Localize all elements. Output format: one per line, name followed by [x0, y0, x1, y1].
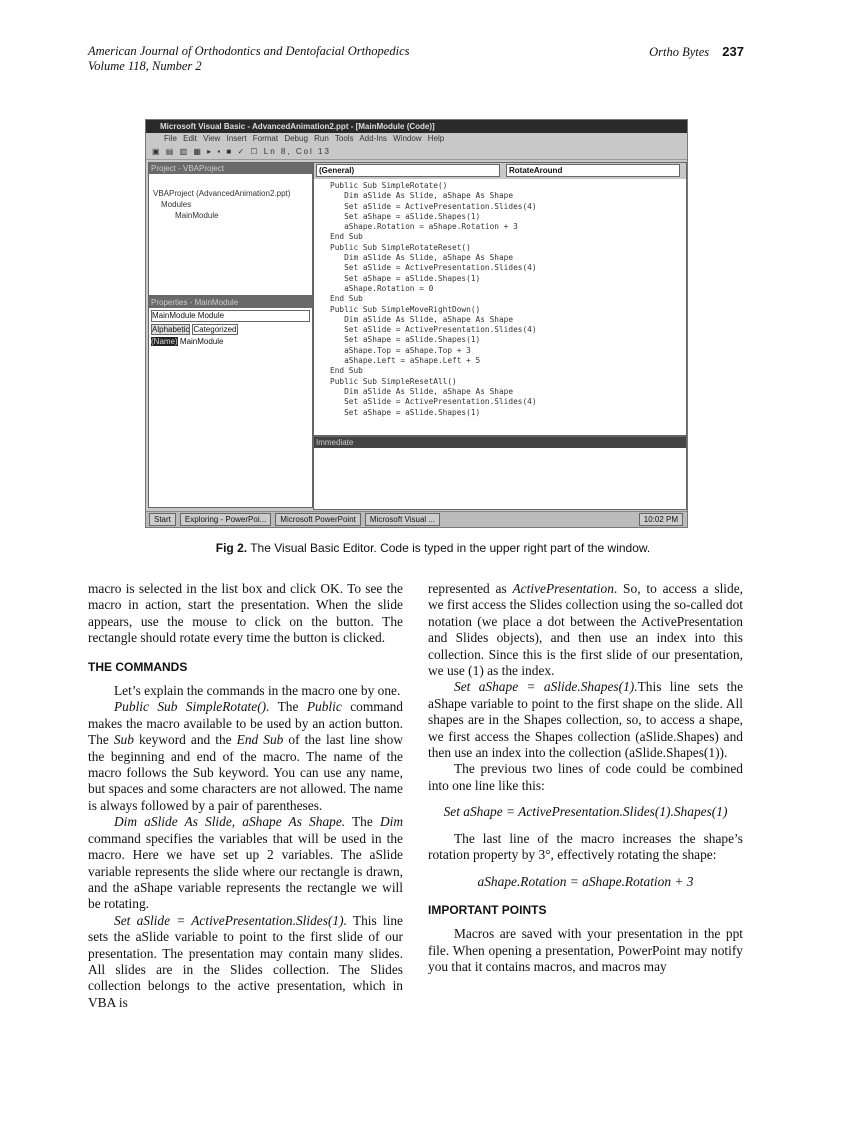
menu-bar: File Edit View Insert Format Debug Run Tools Add-Ins Window Help: [164, 134, 445, 143]
cursor-position: Ln 8, Col 13: [263, 147, 331, 156]
tab-categorized: Categorized: [193, 325, 237, 334]
project-explorer: [148, 162, 313, 296]
text: This line sets the aShape variable to point to the first shape on the slide. All shapes are in the Shapes collection, so, to access a shape, we first access the Shapes collection (aSlide.Shapes) and then use an index into the collection (aSlide.Shapes(1)).: [428, 679, 744, 761]
properties-combo: MainModule Module: [151, 310, 310, 322]
italic-text: Public Sub SimpleRotate().: [114, 699, 270, 715]
section-name: Ortho Bytes: [649, 45, 710, 59]
equation: [428, 804, 743, 820]
section-heading: [88, 659, 403, 675]
page-number: 237: [722, 44, 744, 59]
italic-text: ActivePresentation: [512, 581, 614, 596]
properties-window: [148, 296, 313, 508]
left-column: [88, 581, 403, 1011]
text: The last line of the macro increases the shape’s rotation property by 3°, effectively rotating the shape:: [428, 830, 743, 863]
text: represented as: [428, 581, 513, 596]
properties-title: Properties - MainModule: [149, 297, 312, 308]
italic-text: Public: [306, 699, 342, 715]
italic-text: Set aSlide = ActivePresentation.Slides(1).: [114, 912, 347, 928]
italic-text: Dim aSlide As Slide, aShape As Shape.: [114, 814, 346, 830]
text: This line sets the aSlide variable to point to the first slide of our presentation. The presentation may contain many slides. All slides are in the Slides collection. The Slides collection belongs to the active presentation, which in VBA is: [88, 912, 403, 1010]
code-text: Public Sub SimpleRotate() Dim aSlide As Slide, aShape As Shape Set aSlide = ActivePresentation.Slides(4) Set aShape = aSlide.Shapes(1) aShape.Rotation = aShape.Rotation + 3 End Sub Public Sub SimpleRotateReset() Dim aSlide As Slide, aShape As Shape Set aSlide = ActivePresentation.Slides(4) Set aShape = aSlide.Shapes(1) aShape.Rotation = 0 End Sub Public Sub SimpleMoveRightDown() Dim aSlide As Slide, aShape As Shape Set aSlide = ActivePresentation.Slides(4) Set aShape = aSlide.Shapes(1) aShape.Top = aShape.Top + 3 aShape.Left = aShape.Left + 5 End Sub Public Sub SimpleResetAll() Dim aSlide As Slide, aShape As Shape Set aSlide = ActivePresentation.Slides(4) Set aShape = aSlide.Shapes(1): [330, 181, 537, 417]
text: of the last line show the beginning and end of the macro. The name of the macro follows the Sub keyword. You can use any name, but spaces and some characters are not allowed. The name is always followed by a pair of parentheses.: [88, 732, 403, 813]
paragraph: [428, 679, 743, 761]
paragraph: [428, 831, 743, 864]
paragraph: [88, 913, 403, 1011]
taskbar: [146, 511, 687, 527]
equation: [428, 874, 743, 890]
figure-vb-editor-screenshot: [145, 119, 688, 528]
start-button: Start: [149, 513, 176, 526]
text: IMPORTANT POINTS: [428, 902, 547, 917]
prop-value: MainModule: [179, 337, 224, 346]
text: . So, to access a slide, we first access the Slides collection using the so-called dot notation (we place a dot between the ActivePresentation and Slides objects), and then use an index into this collection. Since this is the first slide of our presentation, we use (1) as the index.: [428, 581, 743, 679]
italic-text: Set aShape = aSlide.Shapes(1).: [454, 679, 638, 695]
text: The: [269, 699, 307, 715]
paragraph: [428, 761, 743, 794]
text: The: [345, 814, 380, 830]
paragraph: [428, 926, 743, 975]
journal-name: American Journal of Orthodontics and Dentofacial Orthopedics: [88, 44, 410, 58]
clock: 10:02 PM: [639, 513, 683, 526]
text: The previous two lines of code could be combined into one line like this:: [428, 761, 743, 793]
italic-text: Set aShape = ActivePresentation.Slides(1).Shapes(1): [443, 804, 728, 820]
paragraph: [88, 699, 403, 814]
object-combo: (General): [316, 164, 500, 177]
text: macro is selected in the list box and click OK. To see the macro in action, start the presentation. When the slide appears, use the mouse to click on the button. The rectangle should rotate every time the button is clicked.: [88, 581, 403, 646]
caption-text: The Visual Basic Editor. Code is typed in the upper right part of the window.: [247, 541, 651, 555]
paragraph: [88, 683, 403, 699]
text: THE COMMANDS: [88, 659, 188, 674]
italic-text: aShape.Rotation = aShape.Rotation + 3: [477, 873, 694, 889]
running-header: [88, 44, 410, 74]
journal-volume: Volume 118, Number 2: [88, 59, 202, 73]
page-header-right: [649, 44, 744, 60]
italic-text: End Sub: [236, 732, 284, 748]
immediate-window: [313, 436, 687, 510]
code-window: [313, 162, 687, 436]
tab-alphabetic: Alphabetic: [152, 325, 190, 334]
text: command makes the macro available to be used by an action button. The: [88, 699, 404, 748]
task-item: Microsoft Visual ...: [365, 513, 440, 526]
paragraph: [88, 814, 403, 912]
caption-label: Fig 2.: [215, 541, 248, 555]
italic-text: Dim: [379, 814, 403, 830]
tree-item: Modules: [161, 200, 192, 209]
immediate-title: Immediate: [314, 437, 686, 448]
tree-item: VBAProject (AdvancedAnimation2.ppt): [153, 189, 291, 198]
section-heading: [428, 902, 743, 918]
window-title: Microsoft Visual Basic - AdvancedAnimation2.ppt - [MainModule (Code)]: [146, 120, 687, 133]
paragraph: [428, 581, 743, 679]
text: Macros are saved with your presentation in the ppt file. When opening a presentation, PowerPoint may notify you that it contains macros, and macros may: [428, 926, 743, 975]
text: keyword and the: [133, 732, 237, 748]
right-column: [428, 581, 743, 976]
italic-text: Sub: [113, 732, 134, 748]
procedure-combo: RotateAround: [506, 164, 680, 177]
project-title: Project - VBAProject: [149, 163, 312, 174]
figure-caption: [0, 541, 866, 555]
task-item: Microsoft PowerPoint: [275, 513, 361, 526]
prop-name: (Name): [151, 337, 178, 346]
tree-item: MainModule: [175, 211, 219, 220]
task-item: Exploring - PowerPoi...: [180, 513, 271, 526]
text: Let’s explain the commands in the macro one by one.: [114, 683, 401, 699]
paragraph: [88, 581, 403, 647]
toolbar: ▣ ▤ ▥ ▦ ▸ ▪ ■ ✓ ☐ Ln 8, Col 13: [146, 145, 687, 160]
text: command specifies the variables that will be used in the macro. Here we have set up 2 variables. The aSlide variable represents the slide where our rectangle is drawn, and the aShape variable represents the rectangle we will be rotating.: [88, 830, 403, 912]
